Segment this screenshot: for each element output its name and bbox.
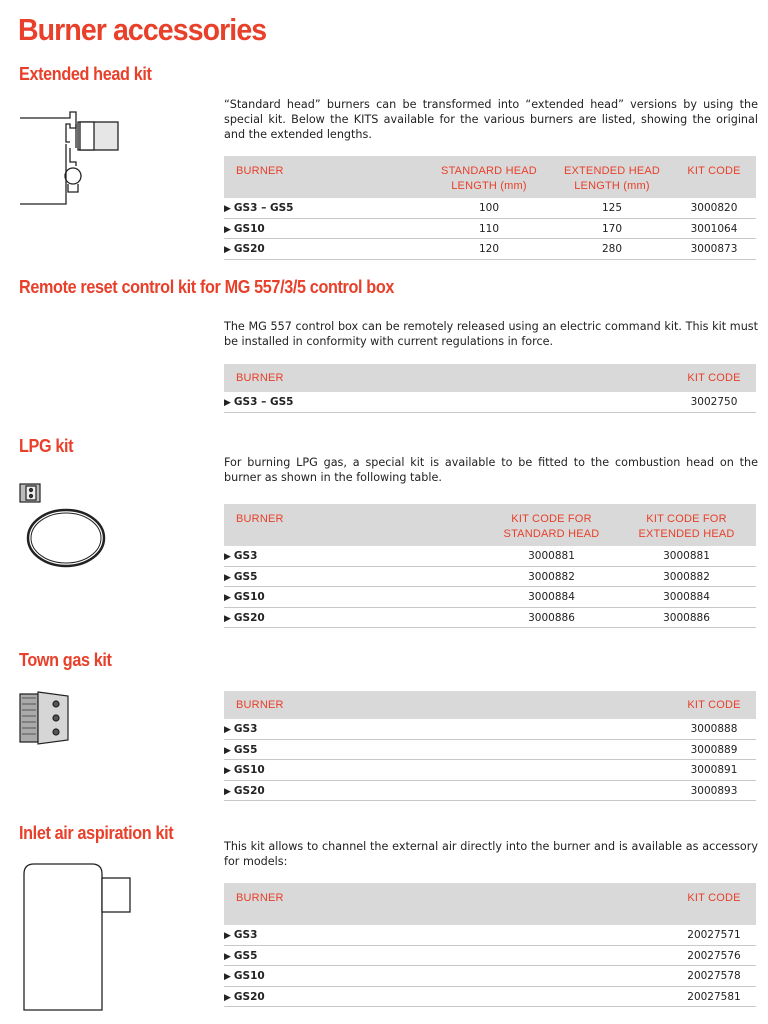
header-burner: BURNER bbox=[236, 372, 284, 384]
header-kit-code: KIT CODE bbox=[687, 699, 741, 711]
lpg-table bbox=[224, 504, 756, 628]
table-row: ▶ GS10 3000884 3000884 bbox=[224, 587, 756, 608]
table-header bbox=[224, 504, 756, 546]
table-row: ▶ GS10 110 170 3001064 bbox=[224, 219, 756, 240]
extended-head-illustration bbox=[18, 104, 128, 209]
triangle-right-icon: ▶ bbox=[224, 931, 231, 941]
triangle-right-icon: ▶ bbox=[224, 224, 231, 235]
section-title-town-gas: Town gas kit bbox=[19, 650, 112, 670]
triangle-right-icon: ▶ bbox=[224, 951, 231, 962]
table-row: ▶ GS20 3000893 bbox=[224, 781, 756, 802]
header-burner: BURNER bbox=[236, 165, 284, 177]
header-kit-code: KIT CODE bbox=[687, 892, 741, 904]
triangle-right-icon: ▶ bbox=[224, 972, 231, 982]
table-header bbox=[224, 364, 756, 392]
header-burner: BURNER bbox=[236, 513, 284, 525]
header-burner: BURNER bbox=[236, 892, 284, 904]
triangle-right-icon: ▶ bbox=[224, 572, 231, 583]
header-extended-head: EXTENDED HEAD bbox=[638, 528, 735, 540]
section-title-remote-reset: Remote reset control kit for MG 557/3/5 control box bbox=[19, 277, 395, 297]
table-row: ▶ GS20 120 280 3000873 bbox=[224, 239, 756, 260]
table-header bbox=[224, 156, 756, 198]
section-title-inlet-air: Inlet air aspiration kit bbox=[19, 823, 174, 843]
table-row: ▶ GS3 – GS5 3002750 bbox=[224, 392, 756, 413]
table-row: ▶ GS3 20027571 bbox=[224, 925, 756, 946]
lpg-kit-illustration bbox=[18, 480, 108, 580]
triangle-right-icon: ▶ bbox=[224, 204, 231, 214]
header-kit-code: KIT CODE bbox=[687, 165, 741, 177]
section-title-lpg: LPG kit bbox=[19, 436, 74, 456]
triangle-right-icon: ▶ bbox=[224, 552, 231, 562]
table-row: ▶ GS5 3000889 bbox=[224, 740, 756, 761]
remote-reset-description: The MG 557 control box can be remotely released using an electric command kit. This kit must be installed in conformity with current regulations in force. bbox=[224, 320, 758, 348]
table-header bbox=[224, 883, 756, 925]
town-gas-kit-illustration bbox=[18, 690, 74, 746]
remote-reset-table bbox=[224, 364, 756, 413]
header-burner: BURNER bbox=[236, 699, 284, 711]
town-gas-table bbox=[224, 691, 756, 801]
triangle-right-icon: ▶ bbox=[224, 245, 231, 255]
inlet-air-description: This kit allows to channel the external air directly into the burner and is available as accessory for models: bbox=[224, 840, 758, 868]
table-row: ▶ GS5 20027576 bbox=[224, 946, 756, 967]
table-row: ▶ GS5 3000882 3000882 bbox=[224, 567, 756, 588]
triangle-right-icon: ▶ bbox=[224, 613, 231, 624]
table-row: ▶ GS10 20027578 bbox=[224, 966, 756, 987]
extended-head-description: “Standard head” burners can be transformed into “extended head” versions by using the special kit. Below the KITS available for the various burners are listed, showing the original and the extended lengths. bbox=[224, 98, 758, 141]
table-header bbox=[224, 691, 756, 719]
header-standard-head: STANDARD HEAD bbox=[503, 528, 600, 540]
section-title-extended-head: Extended head kit bbox=[19, 64, 152, 84]
table-row: ▶ GS10 3000891 bbox=[224, 760, 756, 781]
triangle-right-icon: ▶ bbox=[224, 593, 231, 603]
header-kit-code: KIT CODE bbox=[687, 372, 741, 384]
triangle-right-icon: ▶ bbox=[224, 992, 231, 1003]
inlet-air-kit-illustration bbox=[18, 860, 134, 1020]
header-standard-head: STANDARD HEAD bbox=[441, 165, 537, 177]
header-kit-code-for-standard: KIT CODE FOR bbox=[511, 513, 592, 525]
inlet-air-table bbox=[224, 883, 756, 1007]
page-title: Burner accessories bbox=[18, 12, 267, 47]
table-row: ▶ GS3 – GS5 100 125 3000820 bbox=[224, 198, 756, 219]
extended-head-table bbox=[224, 156, 756, 260]
table-row: ▶ GS20 3000886 3000886 bbox=[224, 608, 756, 629]
header-extended-head: EXTENDED HEAD bbox=[563, 165, 661, 177]
table-row: ▶ GS3 3000881 3000881 bbox=[224, 546, 756, 567]
triangle-right-icon: ▶ bbox=[224, 725, 231, 735]
header-kit-code-for-extended: KIT CODE FOR bbox=[646, 513, 727, 525]
lpg-description: For burning LPG gas, a special kit is available to be fitted to the combustion head on the burner as shown in the following table. bbox=[224, 456, 758, 484]
header-standard-length: LENGTH (mm) bbox=[451, 180, 527, 192]
triangle-right-icon: ▶ bbox=[224, 786, 231, 797]
triangle-right-icon: ▶ bbox=[224, 745, 231, 756]
header-extended-length: LENGTH (mm) bbox=[574, 180, 650, 192]
table-row: ▶ GS3 3000888 bbox=[224, 719, 756, 740]
triangle-right-icon: ▶ bbox=[224, 766, 231, 776]
triangle-right-icon: ▶ bbox=[224, 398, 231, 408]
table-row: ▶ GS20 20027581 bbox=[224, 987, 756, 1008]
